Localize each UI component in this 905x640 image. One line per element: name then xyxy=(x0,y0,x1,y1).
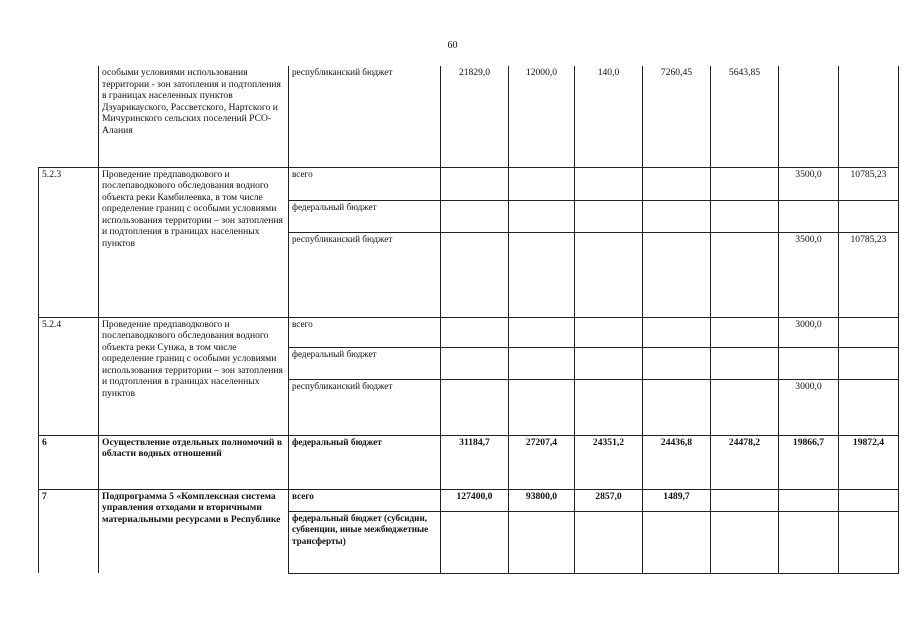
value-cell xyxy=(779,66,839,167)
funding-source: республиканский бюджет xyxy=(289,232,441,317)
row-number: 5.2.3 xyxy=(39,167,99,317)
value-cell xyxy=(509,511,575,573)
row-number: 6 xyxy=(39,435,99,489)
funding-source: всего xyxy=(289,167,441,200)
measure-name: Проведение предпаводкового и послепаводкового обследования водного объекта реки Камбилеевка, в том числе определение границ с особыми условиями использования территории – зон затопления и подтопления в границах населенных пунктов xyxy=(99,167,289,317)
value-cell xyxy=(839,66,899,167)
value-cell xyxy=(509,317,575,347)
value-cell: 1489,7 xyxy=(643,489,711,511)
value-cell xyxy=(711,489,779,511)
value-cell xyxy=(779,347,839,379)
funding-source: федеральный бюджет xyxy=(289,435,441,489)
value-cell: 19866,7 xyxy=(779,435,839,489)
value-cell xyxy=(575,317,643,347)
funding-source: республиканский бюджет xyxy=(289,66,441,167)
table-row xyxy=(39,489,899,511)
page-number: 60 xyxy=(447,40,458,51)
table-row xyxy=(39,167,899,200)
value-cell xyxy=(643,511,711,573)
value-cell xyxy=(643,317,711,347)
value-cell: 3000,0 xyxy=(779,317,839,347)
value-cell: 3500,0 xyxy=(779,232,839,317)
value-cell: 21829,0 xyxy=(441,66,509,167)
value-cell xyxy=(575,379,643,435)
value-cell xyxy=(575,232,643,317)
table-row xyxy=(39,66,899,167)
measure-name: особыми условиями использования территории - зон затопления и подтопления в границах населенных пунктов Дзуарикауского, Рассветского, Нартского и Мичуринского сельских поселений РСО-Алания xyxy=(99,66,289,167)
measure-name: Проведение предпаводкового и послепаводкового обследования водного объекта реки Сунжа, в том числе определение границ с особыми условиями использования территории – зон затопления и подтопления в границах населенных пунктов xyxy=(99,317,289,435)
value-cell xyxy=(779,511,839,573)
table-row xyxy=(39,317,899,347)
value-cell: 10785,23 xyxy=(839,232,899,317)
value-cell: 3500,0 xyxy=(779,167,839,200)
value-cell: 24478,2 xyxy=(711,435,779,489)
value-cell: 19872,4 xyxy=(839,435,899,489)
funding-source: всего xyxy=(289,489,441,511)
value-cell xyxy=(509,232,575,317)
funding-source: федеральный бюджет (субсидии, субвенции, иные межбюджетные трансферты) xyxy=(289,511,441,573)
value-cell xyxy=(839,347,899,379)
value-cell: 24351,2 xyxy=(575,435,643,489)
value-cell xyxy=(575,167,643,200)
row-number: 7 xyxy=(39,489,99,573)
value-cell: 7260,45 xyxy=(643,66,711,167)
value-cell xyxy=(643,379,711,435)
value-cell xyxy=(839,379,899,435)
funding-source: федеральный бюджет xyxy=(289,200,441,232)
funding-source: федеральный бюджет xyxy=(289,347,441,379)
value-cell xyxy=(441,511,509,573)
value-cell xyxy=(441,347,509,379)
value-cell: 10785,23 xyxy=(839,167,899,200)
value-cell xyxy=(711,511,779,573)
value-cell xyxy=(711,200,779,232)
value-cell xyxy=(779,200,839,232)
value-cell: 27207,4 xyxy=(509,435,575,489)
value-cell: 24436,8 xyxy=(643,435,711,489)
value-cell xyxy=(509,379,575,435)
value-cell xyxy=(711,317,779,347)
budget-table xyxy=(38,66,899,574)
value-cell xyxy=(711,379,779,435)
value-cell xyxy=(441,200,509,232)
value-cell xyxy=(839,200,899,232)
value-cell: 3000,0 xyxy=(779,379,839,435)
value-cell xyxy=(441,379,509,435)
value-cell xyxy=(711,167,779,200)
value-cell: 2857,0 xyxy=(575,489,643,511)
value-cell xyxy=(839,489,899,511)
value-cell xyxy=(441,317,509,347)
funding-source: республиканский бюджет xyxy=(289,379,441,435)
table-row xyxy=(39,435,899,489)
measure-name: Подпрограмма 5 «Комплексная система управления отходами и вторичными материальными ресурсами в Республике xyxy=(99,489,289,573)
value-cell xyxy=(509,200,575,232)
value-cell xyxy=(711,347,779,379)
funding-source: всего xyxy=(289,317,441,347)
value-cell xyxy=(441,232,509,317)
row-number: 5.2.4 xyxy=(39,317,99,435)
value-cell xyxy=(509,167,575,200)
value-cell xyxy=(575,347,643,379)
value-cell xyxy=(643,347,711,379)
measure-name: Осуществление отдельных полномочий в области водных отношений xyxy=(99,435,289,489)
value-cell xyxy=(509,347,575,379)
row-number xyxy=(39,66,99,167)
value-cell xyxy=(643,167,711,200)
value-cell xyxy=(575,511,643,573)
value-cell: 5643,85 xyxy=(711,66,779,167)
value-cell xyxy=(441,167,509,200)
value-cell: 12000,0 xyxy=(509,66,575,167)
value-cell xyxy=(575,200,643,232)
value-cell xyxy=(779,489,839,511)
value-cell xyxy=(839,317,899,347)
value-cell: 127400,0 xyxy=(441,489,509,511)
value-cell xyxy=(643,232,711,317)
value-cell xyxy=(839,511,899,573)
value-cell: 140,0 xyxy=(575,66,643,167)
value-cell xyxy=(643,200,711,232)
value-cell xyxy=(711,232,779,317)
value-cell: 93800,0 xyxy=(509,489,575,511)
value-cell: 31184,7 xyxy=(441,435,509,489)
